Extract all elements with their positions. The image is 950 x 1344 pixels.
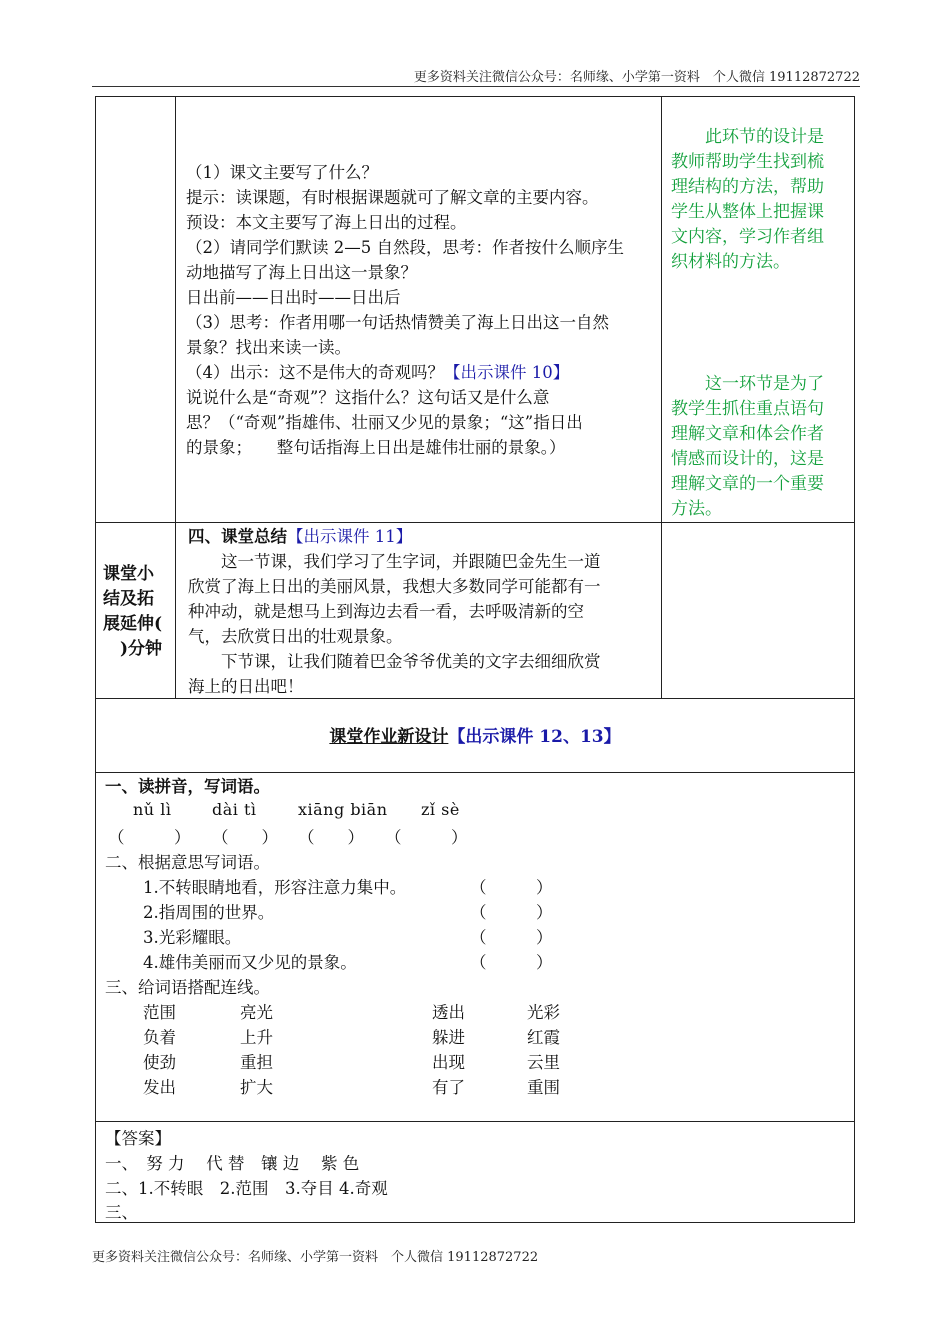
answer-blank-2[interactable]: （ ）	[212, 828, 278, 847]
match-word: 亮光	[240, 1003, 273, 1022]
note-line: 理结构的方法，帮助	[671, 177, 824, 197]
match-word: 透出	[432, 1003, 465, 1022]
row-divider-3	[95, 772, 855, 773]
q1-heading: 一、读拼音，写词语。	[105, 777, 270, 796]
match-word: 出现	[432, 1053, 465, 1072]
pinyin-3: xiāng biān	[298, 800, 388, 819]
lesson-content	[186, 160, 662, 460]
lesson-line: 说说什么是“奇观”？这指什么？这句话又是什么意	[186, 388, 550, 407]
note-line: 织材料的方法。	[671, 252, 790, 272]
match-word: 扩大	[240, 1078, 273, 1097]
lesson-q4	[186, 360, 662, 385]
answers-line-2: 二、1.不转眼 2.范围 3.夺目 4.奇观	[105, 1179, 388, 1198]
match-word: 躲进	[432, 1028, 465, 1047]
match-word: 范围	[143, 1003, 176, 1022]
lesson-line: （1）课文主要写了什么？	[186, 163, 378, 182]
summary-label	[103, 562, 179, 662]
lesson-line: 景象？找出来读一读。	[186, 338, 351, 357]
q2-blank-2[interactable]: （ ）	[470, 903, 553, 922]
match-word: 云里	[527, 1053, 560, 1072]
summary-heading-text: 四、课堂总结	[188, 527, 287, 546]
match-word: 有了	[432, 1078, 465, 1097]
note-line: 方法。	[671, 499, 722, 519]
lesson-line: 预设：本文主要写了海上日出的过程。	[186, 213, 467, 232]
page-footer: 更多资料关注微信公众号：名师缘、小学第一资料 个人微信 19112872722	[92, 1250, 539, 1265]
lesson-line: 提示：读课题，有时根据课题就可了解文章的主要内容。	[186, 188, 599, 207]
note-line: 理解文章的一个重要	[671, 474, 824, 494]
lesson-line: 日出前——日出时——日出后	[186, 288, 401, 307]
note-line: 这一环节是为了	[671, 374, 824, 394]
summary-line: 海上的日出吧！	[188, 677, 304, 696]
match-word: 上升	[240, 1028, 273, 1047]
design-note-2	[671, 372, 824, 522]
note-line: 文内容，学习作者组	[671, 227, 824, 247]
answers-line-1: 一、 努 力 代 替 镶 边 紫 色	[105, 1154, 360, 1173]
label-line: )分钟	[103, 639, 163, 659]
courseware-link-10: 【出示课件 10】	[444, 363, 570, 382]
courseware-link-11: 【出示课件 11】	[287, 527, 413, 546]
summary-line: 下节课，让我们随着巴金爷爷优美的文字去细细欣赏	[188, 652, 601, 671]
answer-blank-4[interactable]: （ ）	[385, 828, 468, 847]
note-line: 教学生抓住重点语句	[671, 399, 824, 419]
pinyin-4: zǐ sè	[421, 800, 460, 819]
courseware-link-12-13: 【出示课件 12、13】	[448, 727, 621, 747]
pinyin-2: dài tì	[212, 800, 257, 819]
pinyin-1: nǔ lì	[133, 800, 172, 819]
match-word: 红霞	[527, 1028, 560, 1047]
summary-line: 气，去欣赏日出的壮观景象。	[188, 627, 403, 646]
summary-line: 这一节课，我们学习了生字词，并跟随巴金先生一道	[188, 552, 601, 571]
summary-heading	[188, 524, 660, 549]
page-header: 更多资料关注微信公众号：名师缘、小学第一资料 个人微信 19112872722	[413, 70, 860, 85]
note-line: 学生从整体上把握课	[671, 202, 824, 222]
match-word: 重担	[240, 1053, 273, 1072]
lesson-line: （2）请同学们默读 2—5 自然段，思考：作者按什么顺序生	[186, 238, 624, 257]
q3-heading: 三、给词语搭配连线。	[105, 978, 270, 997]
match-word: 重围	[527, 1078, 560, 1097]
match-word: 负着	[143, 1028, 176, 1047]
note-line: 情感而设计的，这是	[671, 449, 824, 469]
q2-blank-4[interactable]: （ ）	[470, 953, 553, 972]
note-line: 此环节的设计是	[671, 127, 824, 147]
row-divider-1	[95, 522, 855, 523]
lesson-line: （3）思考：作者用哪一句话热情赞美了海上日出这一自然	[186, 313, 609, 332]
homework-title-text: 课堂作业新设计	[329, 727, 449, 747]
q2-heading: 二、根据意思写词语。	[105, 853, 270, 872]
q2-blank-3[interactable]: （ ）	[470, 928, 553, 947]
match-word: 使劲	[143, 1053, 176, 1072]
q4-text: （4）出示：这不是伟大的奇观吗？	[186, 363, 444, 382]
header-divider	[92, 86, 860, 87]
answer-blank-1[interactable]: （ ）	[108, 828, 191, 847]
match-word: 发出	[143, 1078, 176, 1097]
label-line: 展延伸(	[103, 614, 163, 634]
summary-content	[188, 524, 660, 699]
answers-label: 【答案】	[105, 1129, 171, 1148]
answers-line-3: 三、	[105, 1203, 138, 1222]
q2-item-3: 3.光彩耀眼。	[143, 928, 242, 947]
q2-item-2: 2.指周围的世界。	[143, 903, 275, 922]
label-line: 课堂小	[103, 564, 154, 584]
design-note-1	[671, 125, 824, 275]
note-line: 教师帮助学生找到梳	[671, 152, 824, 172]
summary-line: 种冲动，就是想马上到海边去看一看，去呼吸清新的空	[188, 602, 584, 621]
label-line: 结及拓	[103, 589, 154, 609]
row-divider-4	[95, 1121, 855, 1122]
lesson-line: 动地描写了海上日出这一景象？	[186, 263, 417, 282]
homework-title	[95, 722, 855, 747]
lesson-line: 思？（“奇观”指雄伟、壮丽又少见的景象；“这”指日出	[186, 413, 583, 432]
lesson-line: 的景象； 整句话指海上日出是雄伟壮丽的景象。）	[186, 438, 566, 457]
q2-blank-1[interactable]: （ ）	[470, 878, 553, 897]
match-word: 光彩	[527, 1003, 560, 1022]
q2-item-1: 1.不转眼睛地看，形容注意力集中。	[143, 878, 407, 897]
q2-item-4: 4.雄伟美丽而又少见的景象。	[143, 953, 357, 972]
note-line: 理解文章和体会作者	[671, 424, 824, 444]
answer-blank-3[interactable]: （ ）	[298, 828, 364, 847]
summary-line: 欣赏了海上日出的美丽风景，我想大多数同学可能都有一	[188, 577, 601, 596]
